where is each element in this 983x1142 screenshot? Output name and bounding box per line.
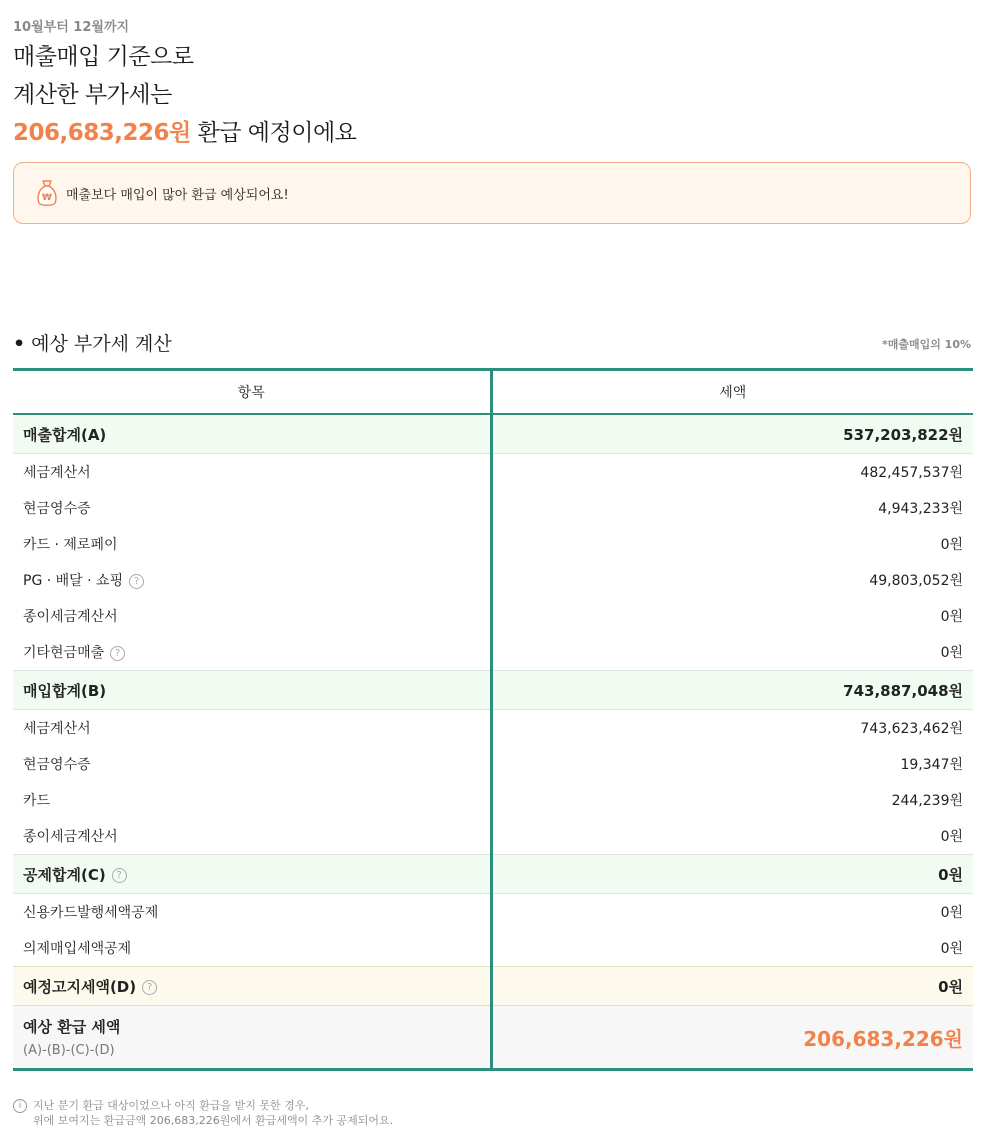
table-row (13, 562, 973, 598)
sales-total-row (13, 414, 973, 454)
row-label: 카드 (13, 782, 491, 818)
table-row (13, 526, 973, 562)
row-value: 49,803,052원 (869, 573, 963, 589)
help-icon[interactable]: ? (129, 574, 144, 589)
won-glyph: ₩ (42, 193, 52, 203)
table-row (13, 634, 973, 671)
total-label-cell (13, 1006, 491, 1070)
row-label-cell (13, 855, 491, 894)
notice-text: 매출보다 매입이 많아 환급 예상되어요! (66, 187, 289, 203)
row-value: 0원 (940, 537, 963, 553)
row-value: 0원 (491, 855, 973, 894)
row-label: 공제합계(C) (23, 865, 106, 884)
row-label: 현금영수증 (13, 746, 491, 782)
row-label: 세금계산서 (13, 710, 491, 747)
row-label: 현금영수증 (13, 490, 491, 526)
row-value: 482,457,537원 (860, 465, 963, 481)
expected-refund-row (13, 1006, 973, 1070)
row-value: 743,623,462원 (860, 721, 963, 737)
table-row (13, 710, 973, 747)
period-label: 10월부터 12월까지 (13, 20, 130, 35)
refund-amount-highlight: 206,683,226원 (13, 120, 191, 146)
help-icon[interactable]: ? (110, 646, 125, 661)
row-value: 0원 (940, 645, 963, 661)
table-row (13, 454, 973, 491)
total-label: 예상 환급 세액 (23, 1018, 121, 1036)
total-formula: (A)-(B)-(C)-(D) (23, 1043, 115, 1058)
header-item: 항목 (13, 370, 491, 415)
row-label: 종이세금계산서 (13, 818, 491, 855)
row-label: PG · 배달 · 쇼핑 (23, 573, 124, 589)
table-row (13, 930, 973, 967)
row-value: 0원 (940, 829, 963, 845)
vat-calculation-table (13, 368, 973, 1071)
footnote (13, 1098, 393, 1128)
money-bag-icon (34, 178, 60, 208)
row-label: 기타현금매출 (23, 645, 105, 661)
headline-suffix: 환급 예정이에요 (190, 120, 357, 146)
table-row (13, 782, 973, 818)
header-tax: 세액 (491, 370, 973, 415)
total-value: 206,683,226원 (491, 1006, 973, 1070)
info-icon: i (13, 1099, 27, 1113)
row-label-cell (13, 634, 491, 671)
row-label: 매입합계(B) (13, 671, 491, 710)
help-icon[interactable]: ? (142, 980, 157, 995)
table-header-row (13, 370, 973, 415)
row-label: 카드 · 제로페이 (13, 526, 491, 562)
footnote-line-1: i 지난 분기 환급 대상이었으나 아직 환급을 받지 못한 경우, (13, 1098, 393, 1113)
row-value: 4,943,233원 (878, 501, 963, 517)
headline-line-3 (13, 114, 356, 147)
deduction-total-row (13, 855, 973, 894)
footnote-line-2: 위에 보여지는 환급금액 206,683,226원에서 환급세액이 추가 공제되어요. (33, 1114, 394, 1127)
table-row (13, 894, 973, 931)
row-value: 743,887,048원 (491, 671, 973, 710)
row-value: 0원 (940, 905, 963, 921)
row-value: 19,347원 (900, 757, 963, 773)
row-value: 0원 (940, 609, 963, 625)
row-value: 244,239원 (891, 793, 963, 809)
headline-line-1: 매출매입 기준으로 (13, 44, 194, 70)
row-label: 예정고지세액(D) (23, 977, 137, 996)
row-value: 0원 (940, 941, 963, 957)
table-row (13, 490, 973, 526)
row-label: 세금계산서 (13, 454, 491, 491)
table-row (13, 598, 973, 634)
row-label-cell (13, 967, 491, 1006)
row-label: 매출합계(A) (13, 414, 491, 454)
notified-tax-row (13, 967, 973, 1006)
table-row (13, 818, 973, 855)
section-note: *매출매입의 10% (881, 338, 971, 351)
help-icon[interactable]: ? (112, 868, 127, 883)
headline-line-2: 계산한 부가세는 (13, 82, 172, 108)
row-label: 신용카드발행세액공제 (13, 894, 491, 931)
row-value: 537,203,822원 (491, 414, 973, 454)
table-row (13, 746, 973, 782)
section-bullet: • (13, 333, 26, 355)
section-title: • 예상 부가세 계산 (13, 333, 172, 355)
row-label: 의제매입세액공제 (13, 930, 491, 967)
row-value: 0원 (491, 967, 973, 1006)
refund-notice-banner (13, 162, 971, 224)
row-label: 종이세금계산서 (13, 598, 491, 634)
row-label-cell (13, 562, 491, 598)
purchase-total-row (13, 671, 973, 710)
